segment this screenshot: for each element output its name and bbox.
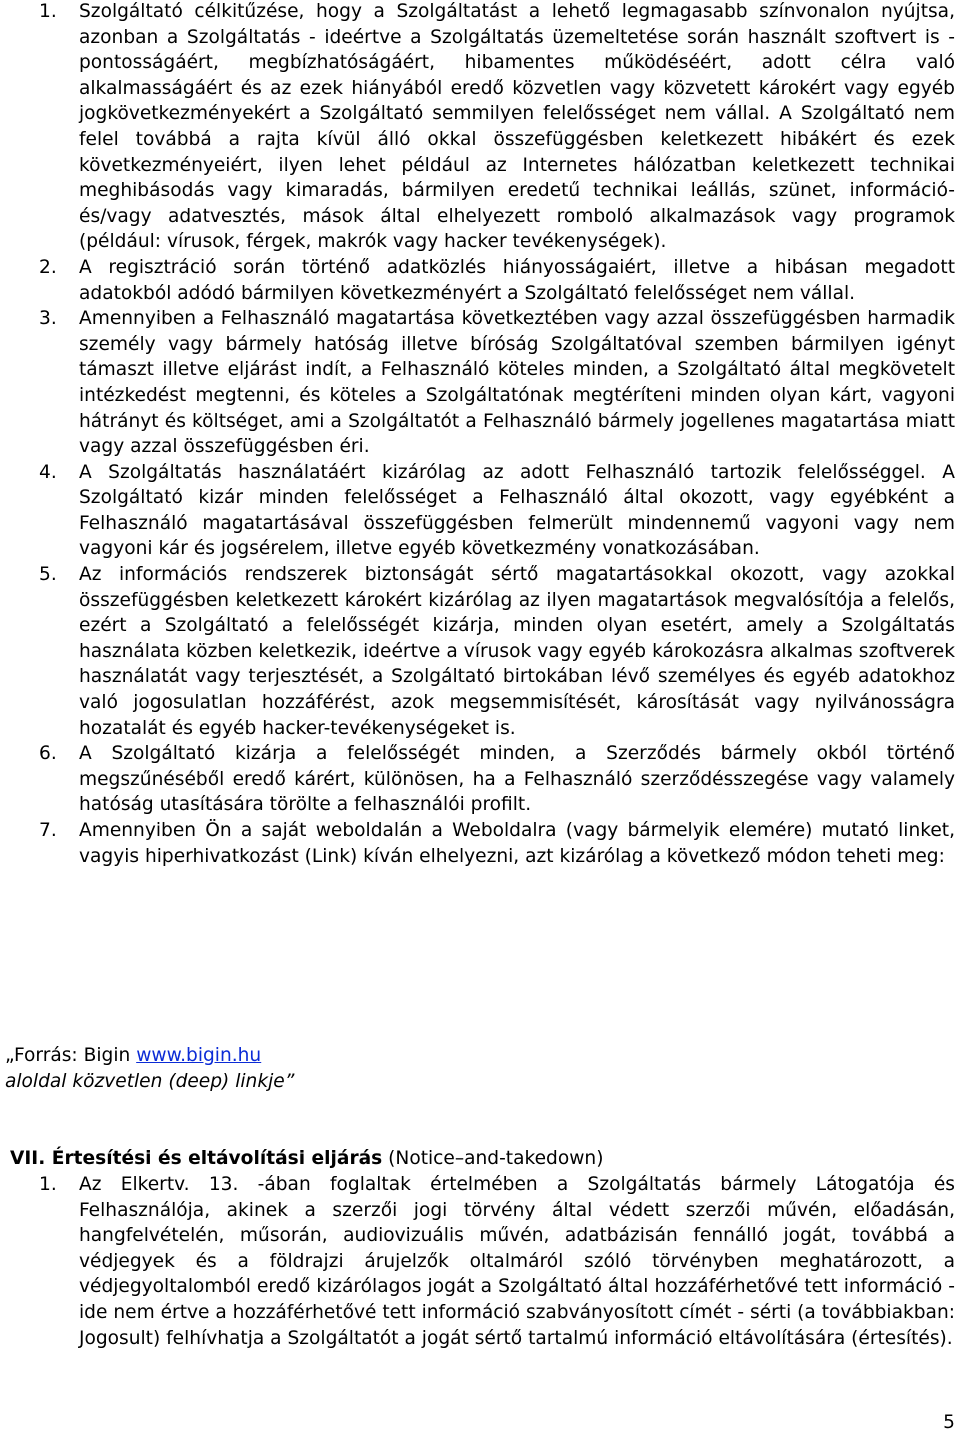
list-item bbox=[0, 306, 955, 460]
deep-link-note: aloldal közvetlen (deep) linkje” bbox=[5, 1071, 295, 1092]
item-text: Az Elkertv. 13. -ában foglaltak értelmében a Szolgáltatás bármely Látogatója és Felhasználója, akinek a szerzői jogi törvény által védett szerzői művén, előadásán, hangfelvételén, műsorán, audiovizuális művén, adatbázisán fennálló jogát, továbbá a védjegyek és a földrajzi árujelzők oltalmáról szóló törvényben meghatározott, a védjegyoltalomból eredő kizárólagos jogát a Szolgáltató által hozzáférhetővé tett információ - ide nem értve a hozzáférhetővé tett információ szabványosított címét - sérti (a továbbiakban: Jogosult) felhívhatja a Szolgáltatót a jogát sértő tartalmú információ eltávolítására (értesítés). bbox=[79, 1174, 955, 1349]
bigin-link[interactable]: www.bigin.hu bbox=[136, 1045, 262, 1066]
list-item bbox=[0, 818, 955, 869]
item-number: 6. bbox=[39, 743, 57, 765]
section-heading bbox=[10, 1146, 603, 1172]
item-text: Szolgáltató célkitűzése, hogy a Szolgáltatást a lehető legmagasabb színvonalon nyújtsa, azonban a Szolgáltatás - ideértve a Szolgáltatás üzemeltetése során használt szoftvert is - pontosságáért, megbízhatóságáért, hibamentes működéséért, adott célra való alkalmasságáért és az ezek hiányából eredő közvetlen vagy közvetett károkért vagy egyéb jogkövetkezményekért a Szolgáltató semmilyen felelősséget nem vállal. A Szolgáltató nem felel továbbá a rajta kívül álló okkal összefüggésben keletkezett hibákért és ezek következményeiért, ilyen lehet például az Internetes hálózatban keletkezett technikai meghibásodás vagy kimaradás, bármilyen eredetű technikai leállás, szünet, információ- és/vagy adatvesztés, mások által elhelyezett romboló alkalmazások vagy programok (például: vírusok, férgek, makrók vagy hacker tevékenységek). bbox=[79, 1, 955, 253]
list-item bbox=[0, 460, 955, 562]
notice-takedown-list bbox=[0, 1172, 955, 1351]
source-prefix: „Forrás: Bigin bbox=[5, 1045, 137, 1066]
item-number: 3. bbox=[39, 308, 57, 330]
list-item bbox=[0, 1172, 955, 1351]
item-number: 5. bbox=[39, 564, 57, 586]
section-heading-rest: (Notice–and-takedown) bbox=[382, 1148, 604, 1169]
item-number: 2. bbox=[39, 256, 57, 278]
item-text: Amennyiben Ön a saját weboldalán a Weboldalra (vagy bármelyik elemére) mutató linket, vagyis hiperhivatkozást (Link) kíván elhelyezni, azt kizárólag a következő módon teheti meg: bbox=[79, 820, 955, 867]
list-item bbox=[0, 562, 955, 741]
list-item bbox=[0, 0, 955, 255]
item-text: A Szolgáltató kizárja a felelősségét minden, a Szerződés bármely okból történő megszűnéséből eredő kárért, különösen, ha a Felhasználó szerződésszegése vagy valamely hatóság utasítására törölte a felhasználói profilt. bbox=[79, 743, 955, 816]
item-number: 1. bbox=[39, 1, 57, 22]
item-text: A Szolgáltatás használatáért kizárólag az adott Felhasználó tartozik felelősséggel. A Szolgáltató kizár minden felelősséget a Felhasználó által okozott, vagy egyébként a Felhasználó magatartásával összefüggésben felmerült mindennemű vagyoni vagy nem vagyoni kár és jogsérelem, illetve egyéb következmény vonatkozásában. bbox=[79, 461, 955, 560]
list-item bbox=[0, 255, 955, 306]
list-item bbox=[0, 741, 955, 818]
item-number: 7. bbox=[39, 820, 57, 841]
item-number: 4. bbox=[39, 461, 57, 483]
item-text: A regisztráció során történő adatközlés hiányosságaiért, illetve a hibásan megadott adatokból adódó bármilyen következményért a Szolgáltató felelősséget nem vállal. bbox=[79, 256, 955, 304]
item-text: Az információs rendszerek biztonságát sértő magatartásokkal okozott, vagy azokkal összefüggésben keletkezett károkért kizárólag az ilyen magatartások megvalósítója a felelős, ezért a Szolgáltató a felelősségét kizárja, minden olyan esetért, amely a Szolgáltatás használata közben keletkezik, ideértve a vírusok vagy egyéb károkozásra alkalmas szoftverek használatát vagy terjesztését, a Szolgáltató birtokában lévő személyes és egyéb adatokhoz való jogosulatlan hozzáférést, azok megsemmisítését, károsítását vagy nyilvánosságra hozatalát és egyéb hacker-tevékenységeket is. bbox=[79, 564, 955, 739]
source-citation bbox=[5, 1043, 261, 1069]
item-text: Amennyiben a Felhasználó magatartása következtében vagy azzal összefüggésben harmadik személy vagy bármely hatóság illetve bíróság Szolgáltatóval szemben bármilyen igényt támaszt illetve eljárást indít, a Felhasználó köteles minden, a Szolgáltató által megkövetelt intézkedést megtenni, és köteles a Szolgáltatónak megtéríteni minden olyan kárt, vagyoni hátrányt és költséget, ami a Szolgáltatót a Felhasználó bármely jogellenes magatartása miatt vagy azzal összefüggésben éri. bbox=[79, 308, 955, 458]
page-number: 5 bbox=[943, 1412, 955, 1433]
section-heading-bold: VII. Értesítési és eltávolítási eljárás bbox=[10, 1148, 383, 1169]
item-number: 1. bbox=[39, 1174, 57, 1195]
